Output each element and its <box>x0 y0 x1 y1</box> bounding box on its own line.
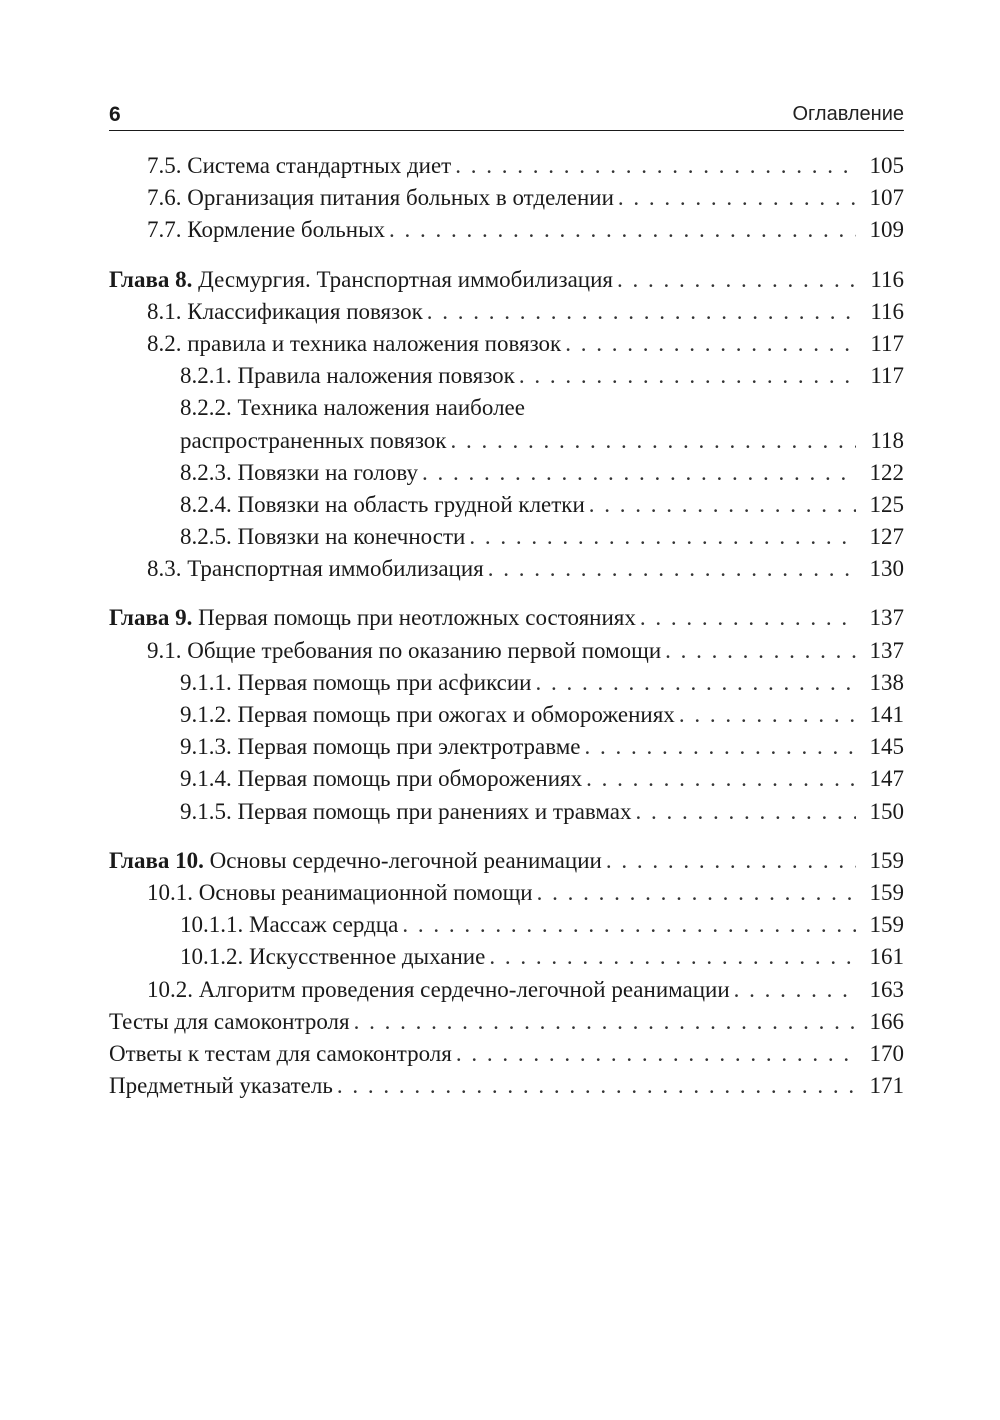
toc-entry <box>109 328 904 360</box>
toc-entry <box>109 763 904 795</box>
dot-leader <box>565 328 856 360</box>
toc-entry <box>109 667 904 699</box>
toc-entry-page: 145 <box>869 734 904 760</box>
toc-entry-title: 9.1.3. Первая помощь при электротравме <box>180 734 581 760</box>
chapter-name: Десмургия. Транспортная иммобилизация <box>192 266 613 292</box>
toc-entry <box>109 909 904 941</box>
toc-entry-page: 127 <box>869 524 904 550</box>
dot-leader <box>734 974 856 1006</box>
running-title: Оглавление <box>792 103 904 125</box>
toc-entry-page: 166 <box>869 1008 904 1034</box>
dot-leader <box>488 553 856 585</box>
toc-entry-continuation <box>109 425 904 457</box>
toc-entry-page: 150 <box>869 798 904 824</box>
toc-entry-page: 122 <box>869 459 904 485</box>
toc-entry <box>109 521 904 553</box>
toc-entry-page: 130 <box>869 556 904 582</box>
toc-entry-page: 116 <box>870 298 904 324</box>
dot-leader <box>469 521 856 553</box>
dot-leader <box>606 845 856 877</box>
toc-entry-page: 118 <box>870 427 904 453</box>
toc-entry-page: 117 <box>870 330 904 356</box>
toc-entry-title: 8.2.3. Повязки на голову <box>180 459 418 485</box>
toc-entry <box>109 296 904 328</box>
toc-entry-page: 147 <box>869 766 904 792</box>
header-rule <box>109 130 904 131</box>
dot-leader <box>455 150 856 182</box>
toc-entry <box>109 941 904 973</box>
toc-entry-first-line <box>109 392 904 424</box>
toc-entry-page: 105 <box>869 153 904 178</box>
chapter-name: Основы сердечно-легочной реанимации <box>203 847 602 873</box>
toc-entry-page: 159 <box>869 879 904 905</box>
dot-leader <box>584 731 856 763</box>
toc-entry-title: 8.2.2. Техника наложения наиболее <box>180 395 525 421</box>
dot-leader <box>456 1038 856 1070</box>
toc-entry <box>109 553 904 585</box>
toc-entry-page: 137 <box>869 605 904 631</box>
dot-leader <box>636 796 857 828</box>
dot-leader <box>679 699 856 731</box>
toc-chapter-title <box>109 845 602 877</box>
dot-leader <box>589 489 856 521</box>
dot-leader <box>354 1006 856 1038</box>
toc-entry <box>109 731 904 763</box>
toc-entry <box>109 1038 904 1070</box>
dot-leader <box>586 763 856 795</box>
toc-entry-page: 137 <box>869 637 904 663</box>
toc-chapter-title <box>109 602 636 634</box>
toc-entry-title: 9.1.1. Первая помощь при асфиксии <box>180 669 532 695</box>
toc-entry <box>109 182 904 214</box>
toc-entry-title: 10.1. Основы реанимационной помощи <box>147 879 533 905</box>
toc-entry <box>109 635 904 667</box>
running-header <box>109 100 904 130</box>
dot-leader <box>618 182 856 214</box>
toc-entry-title: 9.1.4. Первая помощь при обморожениях <box>180 766 583 792</box>
toc-entry-page: 116 <box>870 266 904 292</box>
toc-entry <box>109 1006 904 1038</box>
toc-entry-title: 8.3. Транспортная иммобилизация <box>147 556 484 582</box>
toc-entry-page: 141 <box>869 702 904 727</box>
toc-entry-title: 8.2. правила и техника наложения повязок <box>147 330 562 356</box>
toc-entry-title: 9.1.5. Первая помощь при ранениях и травмах <box>180 798 632 824</box>
toc-entry-title: 10.1.1. Массаж сердца <box>180 912 399 938</box>
toc-entry-title: 9.1. Общие требования по оказанию первой помощи <box>147 637 662 663</box>
chapter-name: Первая помощь при неотложных состояниях <box>192 605 636 631</box>
toc-entry-title: 8.2.4. Повязки на область грудной клетки <box>180 491 585 517</box>
dot-leader <box>536 667 857 699</box>
toc-entry <box>109 877 904 909</box>
dot-leader <box>402 909 856 941</box>
toc-chapter-10 <box>109 845 904 877</box>
dot-leader <box>389 214 856 246</box>
toc-entry-title: 8.1. Классификация повязок <box>147 298 423 324</box>
toc-entry-page: 159 <box>869 847 904 873</box>
toc-entry <box>109 796 904 828</box>
toc-entry-title: Тесты для самоконтроля <box>109 1008 350 1034</box>
dot-leader <box>427 296 856 328</box>
toc-entry-title: 9.1.2. Первая помощь при ожогах и обморожениях <box>180 702 675 727</box>
toc-entry-title: 8.2.5. Повязки на конечности <box>180 524 466 550</box>
toc-entry-page: 125 <box>869 491 904 517</box>
table-of-contents <box>109 150 904 1102</box>
toc-chapter-9 <box>109 602 904 634</box>
chapter-label: Глава 8. <box>109 266 193 292</box>
dot-leader <box>489 941 856 973</box>
dot-leader <box>665 635 856 667</box>
toc-chapter-title <box>109 264 613 296</box>
toc-entry-title: Предметный указатель <box>109 1073 333 1099</box>
toc-entry-page: 170 <box>869 1040 904 1066</box>
toc-entry-title-continuation: распространенных повязок <box>180 427 447 453</box>
toc-entry <box>109 457 904 489</box>
toc-entry-title: 8.2.1. Правила наложения повязок <box>180 363 515 389</box>
chapter-label: Глава 9. <box>109 605 193 631</box>
page-number: 6 <box>109 103 121 126</box>
toc-entry <box>109 699 904 731</box>
dot-leader <box>640 602 856 634</box>
toc-entry-page: 107 <box>869 185 904 211</box>
toc-entry-title: 7.7. Кормление больных <box>147 217 386 243</box>
toc-entry-page: 159 <box>869 912 904 938</box>
toc-entry-title: 10.2. Алгоритм проведения сердечно-легочной реанимации <box>147 976 730 1002</box>
toc-entry <box>109 360 904 392</box>
toc-entry <box>109 214 904 246</box>
dot-leader <box>537 877 856 909</box>
dot-leader <box>337 1070 856 1102</box>
toc-entry-page: 138 <box>869 669 904 695</box>
toc-entry <box>109 489 904 521</box>
toc-entry <box>109 150 904 182</box>
chapter-label: Глава 10. <box>109 847 204 873</box>
dot-leader <box>519 360 856 392</box>
toc-chapter-8 <box>109 264 904 296</box>
dot-leader <box>422 457 856 489</box>
toc-entry-title: 10.1.2. Искусственное дыхание <box>180 944 486 970</box>
toc-entry-title: Ответы к тестам для самоконтроля <box>109 1040 452 1066</box>
dot-leader <box>617 264 856 296</box>
toc-entry-page: 109 <box>869 217 904 243</box>
toc-entry-page: 161 <box>869 944 904 970</box>
toc-entry <box>109 974 904 1006</box>
toc-entry-page: 117 <box>870 363 904 389</box>
dot-leader <box>450 425 856 457</box>
toc-entry-title: 7.5. Система стандартных диет <box>147 153 452 178</box>
toc-entry <box>109 1070 904 1102</box>
toc-entry-page: 171 <box>869 1073 904 1099</box>
toc-entry-page: 163 <box>869 976 904 1002</box>
toc-entry-title: 7.6. Организация питания больных в отделении <box>147 185 614 211</box>
